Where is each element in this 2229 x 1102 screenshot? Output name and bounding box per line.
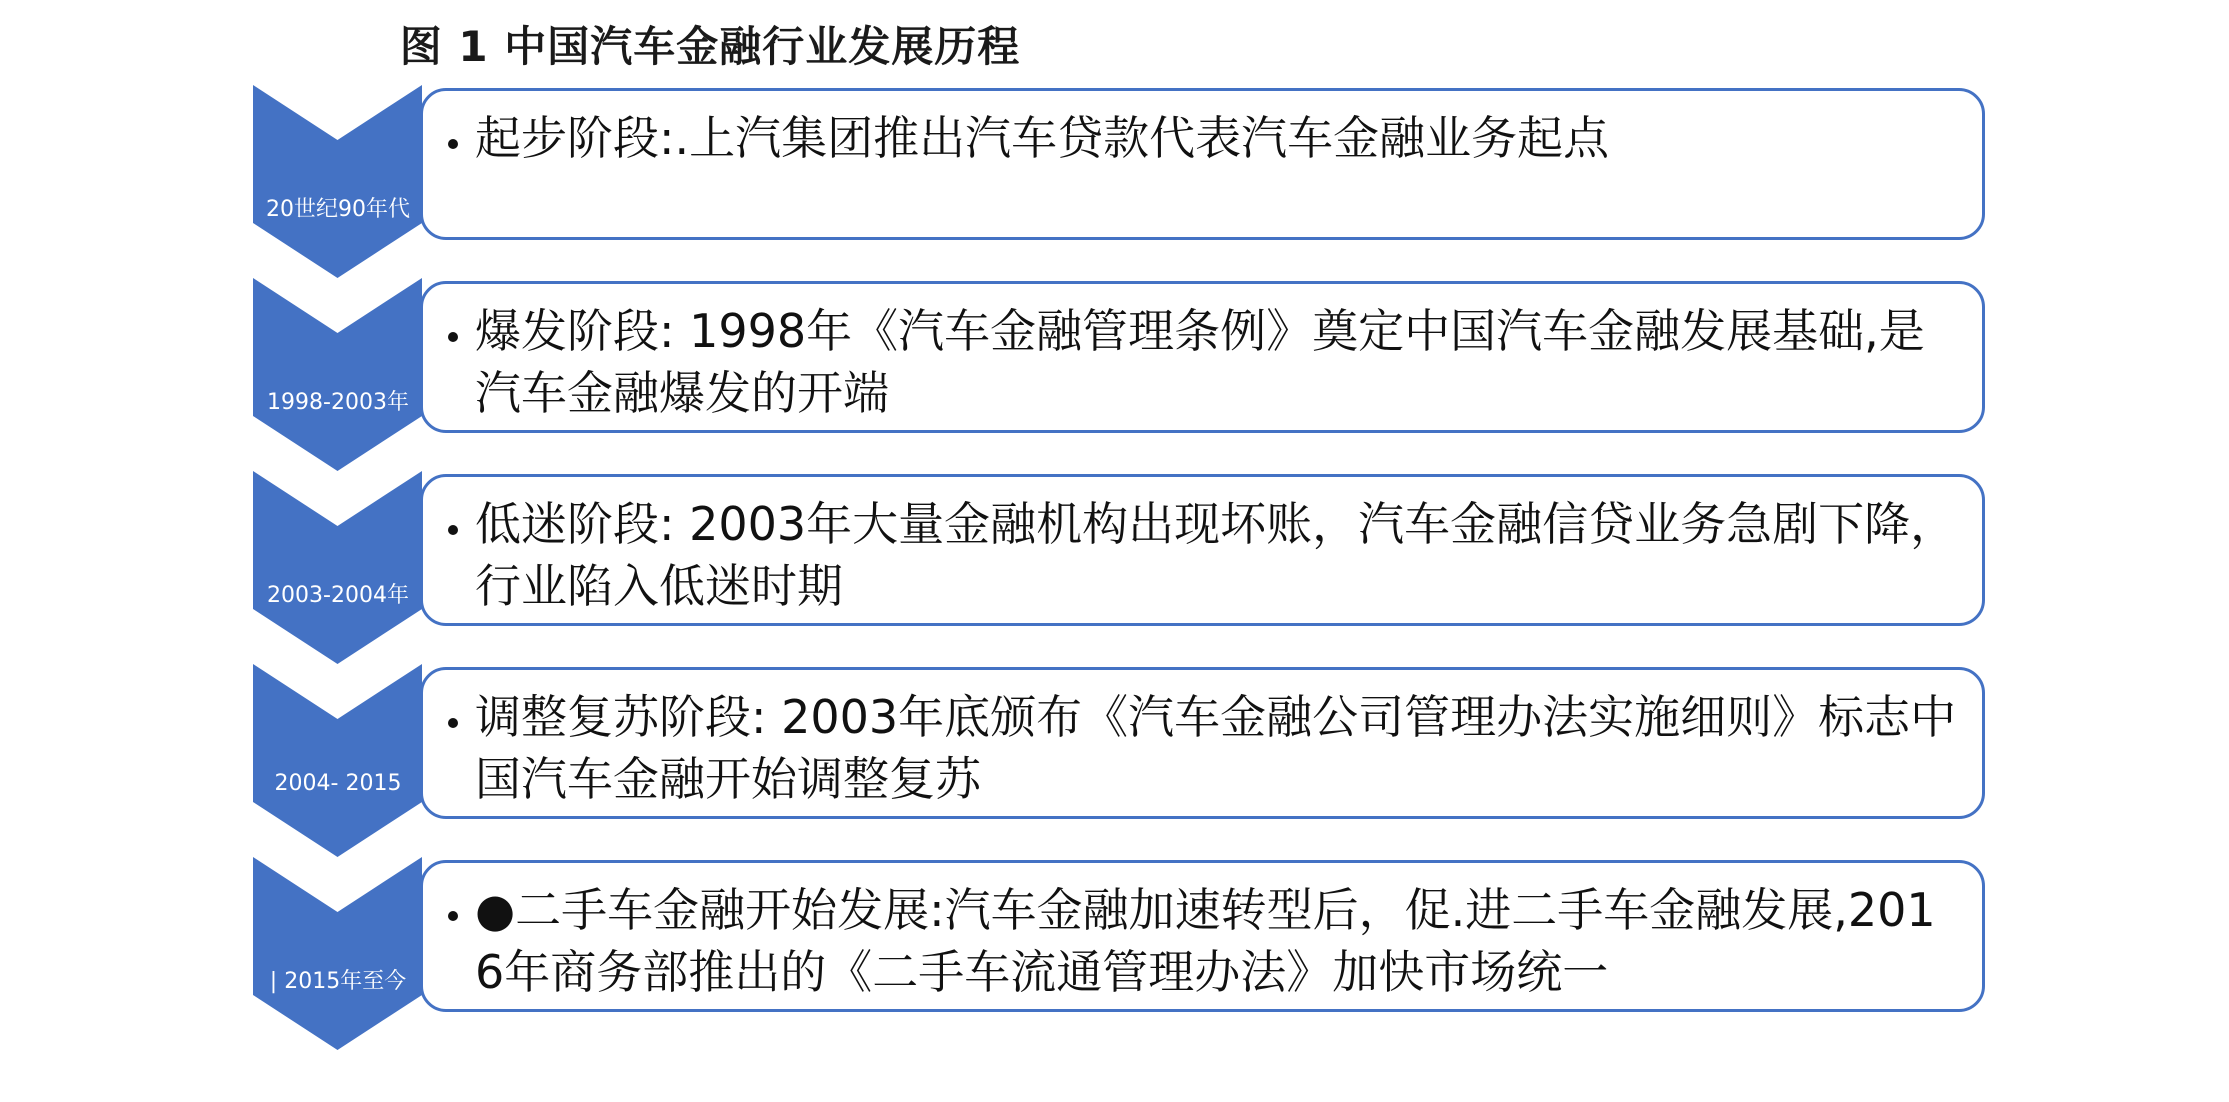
stage-description-box	[420, 88, 1985, 240]
chevron-stage-1	[253, 85, 422, 278]
stage-description-box	[420, 667, 1985, 819]
stage-period-label: | 2015年至今	[269, 969, 407, 994]
stage-description: • 起步阶段:.上汽集团推出汽车贷款代表汽车金融业务起点	[475, 107, 1964, 169]
stage-bullet-list	[445, 879, 1964, 1003]
stage-description-box	[420, 860, 1985, 1012]
stage-period-label: 20世纪90年代	[266, 197, 410, 222]
diagram-title: 图 1 中国汽车金融行业发展历程	[399, 22, 1021, 71]
stage-bullet-list	[445, 493, 1964, 617]
stage-period-label: 1998-2003年	[267, 390, 409, 415]
chevron-stage-2	[253, 278, 422, 471]
stage-bullet-list	[445, 107, 1964, 169]
stage-bullet-list	[445, 300, 1964, 424]
stage-description: • 低迷阶段: 2003年大量金融机构出现坏账，汽车金融信贷业务急剧下降，行业陷入低迷时期	[475, 493, 1964, 617]
stage-bullet-list	[445, 686, 1964, 810]
chevron-stage-5	[253, 857, 422, 1050]
stage-period-label: 2004- 2015	[274, 771, 402, 796]
stage-description: • 爆发阶段: 1998年《汽车金融管理条例》奠定中国汽车金融发展基础,是汽车金融爆发的开端	[475, 300, 1964, 424]
chevron-stage-4	[253, 664, 422, 857]
stage-description: • 调整复苏阶段: 2003年底颁布《汽车金融公司管理办法实施细则》标志中国汽车金融开始调整复苏	[475, 686, 1964, 810]
stage-description: • ●二手车金融开始发展:汽车金融加速转型后，促.进二手车金融发展,201 6年商务部推出的《二手车流通管理办法》加快市场统一	[475, 879, 1964, 1003]
stage-period-label: 2003-2004年	[267, 583, 409, 608]
stage-description-box	[420, 281, 1985, 433]
stage-description-box	[420, 474, 1985, 626]
chevron-stage-3	[253, 471, 422, 664]
